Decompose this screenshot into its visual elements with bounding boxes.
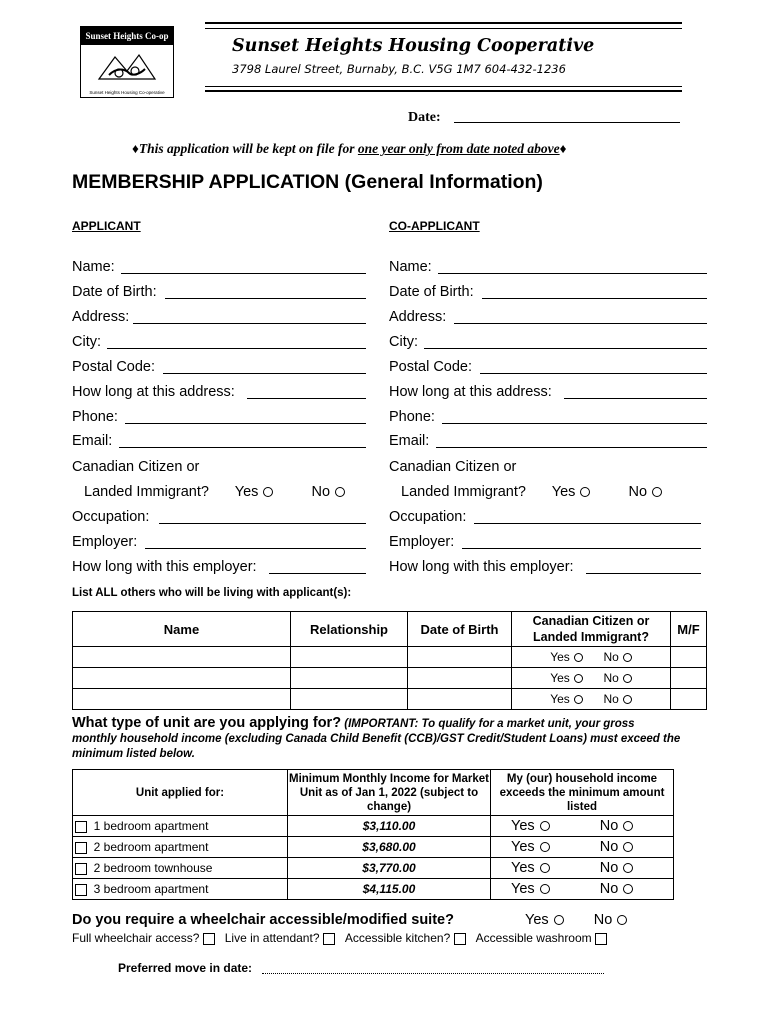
yes-label: Yes [550,671,570,685]
applicant-howlong-employer-label: How long with this employer: [72,559,257,575]
applicant-phone-field[interactable] [125,423,366,424]
unit-checkbox[interactable] [75,842,87,854]
col-exceeds: My (our) household income exceeds the minimum amount listed [491,770,674,816]
dob-cell[interactable] [408,689,512,710]
kitchen-label: Accessible kitchen? [344,931,451,945]
mf-cell[interactable] [671,689,707,710]
no-label: No [603,650,619,664]
header-rule-bottom-thin [205,86,682,87]
exceeds-cell [491,858,674,879]
washroom-checkbox[interactable] [595,933,607,945]
no-label: No [599,881,619,897]
coapplicant-howlong-address-field[interactable] [564,398,707,399]
yes-radio[interactable] [574,653,583,662]
yes-label: Yes [511,839,535,855]
applicant-dob-label: Date of Birth: [72,284,157,300]
handshake-icon [95,49,159,85]
coapplicant-postal-field[interactable] [480,373,707,374]
unit-checkbox[interactable] [75,884,87,896]
logo-bottom-text: Sunset Heights Housing Co-operative [89,90,165,95]
no-radio[interactable] [623,674,632,683]
header-rule-bottom [205,90,682,92]
applicant-city-label: City: [72,334,101,350]
wheelchair-answer [525,912,627,928]
unit-cell [73,858,288,879]
coapplicant-howlong-employer-field[interactable] [586,573,701,574]
income-cell: $4,115.00 [288,879,491,900]
applicant-citizen-question [84,484,345,500]
applicant-no-label: No [311,484,331,500]
col-dob: Date of Birth [408,612,512,647]
yes-label: Yes [511,881,535,897]
notice-underlined: one year only from date noted above [357,141,560,156]
no-radio[interactable] [623,695,632,704]
yes-radio[interactable] [540,884,550,894]
applicant-email-field[interactable] [119,447,366,448]
applicant-howlong-employer-field[interactable] [269,573,366,574]
notice-post: ♦ [559,141,567,156]
applicant-address-label: Address: [72,309,130,325]
retention-notice [132,141,567,157]
unit-cell [73,837,288,858]
yes-label: Yes [511,818,535,834]
mf-cell[interactable] [671,647,707,668]
no-label: No [599,860,619,876]
citizen-cell [512,647,671,668]
yes-label: Yes [525,912,549,928]
applicant-citizen-label: Canadian Citizen or [72,459,200,475]
col-income: Minimum Monthly Income for Market Unit as of Jan 1, 2022 (subject to change) [288,770,491,816]
unit-label: 2 bedroom apartment [93,840,209,854]
applicant-heading: APPLICANT [72,219,141,233]
header-rule-top-thin [205,28,682,29]
applicant-postal-label: Postal Code: [72,359,156,375]
coapplicant-howlong-address-label: How long at this address: [389,384,552,400]
applicant-occupation-label: Occupation: [72,509,150,525]
col-unit: Unit applied for: [73,770,288,816]
name-cell[interactable] [73,668,291,689]
coapplicant-address-label: Address: [389,309,447,325]
unit-row [73,879,674,900]
exceeds-cell [491,837,674,858]
applicant-employer-field[interactable] [145,548,366,549]
coop-logo [80,26,174,98]
coapplicant-phone-field[interactable] [442,423,707,424]
date-label: Date: [408,110,441,125]
no-label: No [599,839,619,855]
unit-checkbox[interactable] [75,821,87,833]
unit-row [73,837,674,858]
applicant-landed-label: Landed Immigrant? [84,484,209,500]
unit-table [72,769,674,900]
coapplicant-phone-label: Phone: [389,409,435,425]
coapplicant-postal-label: Postal Code: [389,359,473,375]
coapplicant-yes-label: Yes [551,484,576,500]
no-radio[interactable] [623,884,633,894]
yes-label: Yes [511,860,535,876]
wheelchair-question: Do you require a wheelchair accessible/modified suite? [72,912,454,928]
relationship-cell[interactable] [291,647,408,668]
yes-radio[interactable] [540,842,550,852]
wheelchair-options [72,931,607,945]
unit-type-important: (IMPORTANT: To qualify for a market unit, your gross monthly household income (excluding Canada Child Benefit (CCB)/GST Credit/Student Loans) must exceed the minimum listed below. [72,718,681,760]
applicant-name-field[interactable] [121,273,366,274]
notice-pre: ♦This application will be kept on file for [132,141,358,156]
unit-type-block [72,716,682,762]
applicant-citizen-yes-radio[interactable] [263,487,273,497]
coapplicant-landed-label: Landed Immigrant? [401,484,526,500]
kitchen-checkbox[interactable] [454,933,466,945]
yes-label: Yes [550,692,570,706]
coapplicant-employer-field[interactable] [462,548,701,549]
org-address: 3798 Laurel Street, Burnaby, B.C. V5G 1M7 604-432-1236 [232,62,566,76]
no-radio[interactable] [623,821,633,831]
yes-radio[interactable] [540,863,550,873]
coapplicant-name-label: Name: [389,259,432,275]
applicant-address-field[interactable] [133,323,366,324]
coapplicant-citizen-no-radio[interactable] [652,487,662,497]
washroom-label: Accessible washroom [475,931,592,945]
relationship-cell[interactable] [291,689,408,710]
table-row [73,689,707,710]
col-name: Name [73,612,291,647]
no-label: No [603,671,619,685]
no-radio[interactable] [623,653,632,662]
table-row [73,668,707,689]
col-relationship: Relationship [291,612,408,647]
exceeds-cell [491,879,674,900]
move-in-label: Preferred move in date: [118,961,253,975]
coapplicant-no-label: No [628,484,648,500]
coapplicant-citizen-label: Canadian Citizen or [389,459,517,475]
coapplicant-city-field[interactable] [424,348,707,349]
yes-label: Yes [550,650,570,664]
no-label: No [593,912,613,928]
relationship-cell[interactable] [291,668,408,689]
name-cell[interactable] [73,647,291,668]
applicant-dob-field[interactable] [165,298,366,299]
coapplicant-citizen-yes-radio[interactable] [580,487,590,497]
applicant-yes-label: Yes [234,484,259,500]
org-name: Sunset Heights Housing Cooperative [232,36,595,56]
unit-cell [73,816,288,837]
applicant-postal-field[interactable] [163,373,366,374]
attendant-label: Live in attendant? [224,931,320,945]
full-access-checkbox[interactable] [203,933,215,945]
unit-checkbox[interactable] [75,863,87,875]
logo-top-text: Sunset Heights Co-op [81,27,173,45]
dob-cell[interactable] [408,647,512,668]
mf-cell[interactable] [671,668,707,689]
yes-radio[interactable] [574,695,583,704]
col-mf: M/F [671,612,707,647]
coapplicant-howlong-employer-label: How long with this employer: [389,559,574,575]
coapplicant-heading: CO-APPLICANT [389,219,480,233]
exceeds-cell [491,816,674,837]
wheelchair-yes-radio[interactable] [554,915,564,925]
unit-row [73,816,674,837]
attendant-checkbox[interactable] [323,933,335,945]
no-label: No [603,692,619,706]
coapplicant-dob-label: Date of Birth: [389,284,474,300]
unit-row [73,858,674,879]
full-access-label: Full wheelchair access? [72,931,200,945]
income-cell: $3,770.00 [288,858,491,879]
yes-radio[interactable] [574,674,583,683]
unit-type-question: What type of unit are you applying for? [72,715,342,731]
applicant-howlong-address-field[interactable] [247,398,366,399]
page-title: MEMBERSHIP APPLICATION (General Information) [72,171,543,193]
yes-radio[interactable] [540,821,550,831]
unit-label: 2 bedroom townhouse [93,861,213,875]
coapplicant-address-field[interactable] [454,323,707,324]
citizen-cell [512,668,671,689]
unit-label: 1 bedroom apartment [93,819,209,833]
coapplicant-email-label: Email: [389,433,430,449]
coapplicant-name-field[interactable] [438,273,707,274]
applicant-name-label: Name: [72,259,115,275]
coapplicant-employer-label: Employer: [389,534,455,550]
no-label: No [599,818,619,834]
others-heading: List ALL others who will be living with applicant(s): [72,587,352,599]
unit-label: 3 bedroom apartment [93,882,209,896]
coapplicant-dob-field[interactable] [482,298,707,299]
coapplicant-occupation-label: Occupation: [389,509,467,525]
name-cell[interactable] [73,689,291,710]
unit-cell [73,879,288,900]
others-table [72,611,707,710]
applicant-city-field[interactable] [107,348,366,349]
date-field[interactable] [454,122,680,123]
coapplicant-email-field[interactable] [436,447,707,448]
move-in-field[interactable] [262,973,604,974]
header-rule-top [205,22,682,24]
income-cell: $3,110.00 [288,816,491,837]
wheelchair-no-radio[interactable] [617,915,627,925]
table-row [73,647,707,668]
applicant-occupation-field[interactable] [159,523,366,524]
citizen-cell [512,689,671,710]
coapplicant-citizen-question [401,484,662,500]
applicant-email-label: Email: [72,433,113,449]
applicant-phone-label: Phone: [72,409,118,425]
applicant-employer-label: Employer: [72,534,138,550]
coapplicant-occupation-field[interactable] [474,523,701,524]
no-radio[interactable] [623,842,633,852]
no-radio[interactable] [623,863,633,873]
income-cell: $3,680.00 [288,837,491,858]
dob-cell[interactable] [408,668,512,689]
applicant-howlong-address-label: How long at this address: [72,384,235,400]
coapplicant-city-label: City: [389,334,418,350]
applicant-citizen-no-radio[interactable] [335,487,345,497]
col-citizen: Canadian Citizen or Landed Immigrant? [512,612,671,647]
